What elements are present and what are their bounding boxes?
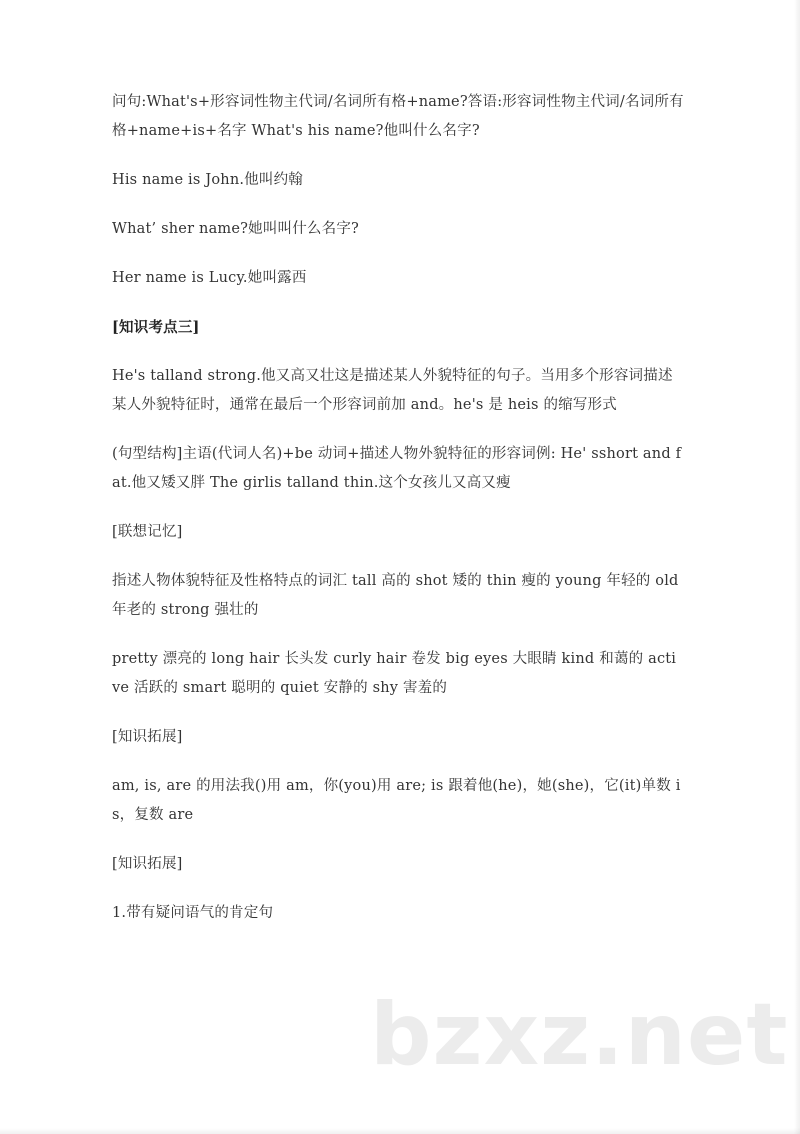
document-body bbox=[112, 88, 684, 928]
paragraph-her-name-answer: Her name is Lucy.她叫露西 bbox=[112, 270, 307, 286]
paragraph-his-name: His name is John.他叫约翰 bbox=[112, 172, 303, 188]
paragraph-vocabulary-1: 指述人物体貌特征及性格特点的词汇 tall 高的 shot 矮的 thin 瘦的 young 年轻的 old 年老的 strong 强壮的 bbox=[112, 573, 679, 618]
paragraph-her-name-question: What’ sher name?她叫叫什么名字? bbox=[112, 221, 359, 237]
paragraph-list-item-1: 1.带有疑问语气的肯定句 bbox=[112, 905, 274, 921]
paragraph-vocabulary-2: pretty 漂亮的 long hair 长头发 curly hair 卷发 big eyes 大眼睛 kind 和蔼的 active 活跃的 smart 聪明的 quiet 安静的 shy 害羞的 bbox=[112, 651, 677, 696]
paragraph-sentence-structure: (句型结构]主语(代词人名)+be 动词+描述人物外貌特征的形容词例: He' sshort and fat.他又矮又胖 The girlis talland thin.这个女孩儿又高又瘦 bbox=[112, 446, 682, 491]
page-edge-right bbox=[794, 0, 800, 1134]
paragraph-appearance: He's talland strong.他又高又壮这是描述某人外貌特征的句子。当用多个形容词描述某人外貌特征时，通常在最后一个形容词前加 and。he's 是 heis 的缩写形式 bbox=[112, 368, 673, 413]
paragraph-question-pattern: 问句:What's+形容词性物主代词/名词所有格+name?答语:形容词性物主代词/名词所有格+name+is+名字 What's his name?他叫什么名字? bbox=[112, 94, 684, 139]
page-edge-bottom bbox=[0, 1128, 800, 1134]
section-heading-extension-1: [知识拓展] bbox=[112, 729, 183, 745]
section-heading-extension-2: [知识拓展] bbox=[112, 856, 183, 872]
watermark-logo: bzxz.net bbox=[370, 985, 789, 1085]
section-heading-association: [联想记忆] bbox=[112, 524, 183, 540]
section-heading-point-three: [知识考点三] bbox=[112, 319, 200, 336]
paragraph-be-usage: am, is, are 的用法我()用 am，你(you)用 are; is 跟着他(he)，她(she)，它(it)单数 is，复数 are bbox=[112, 778, 681, 823]
